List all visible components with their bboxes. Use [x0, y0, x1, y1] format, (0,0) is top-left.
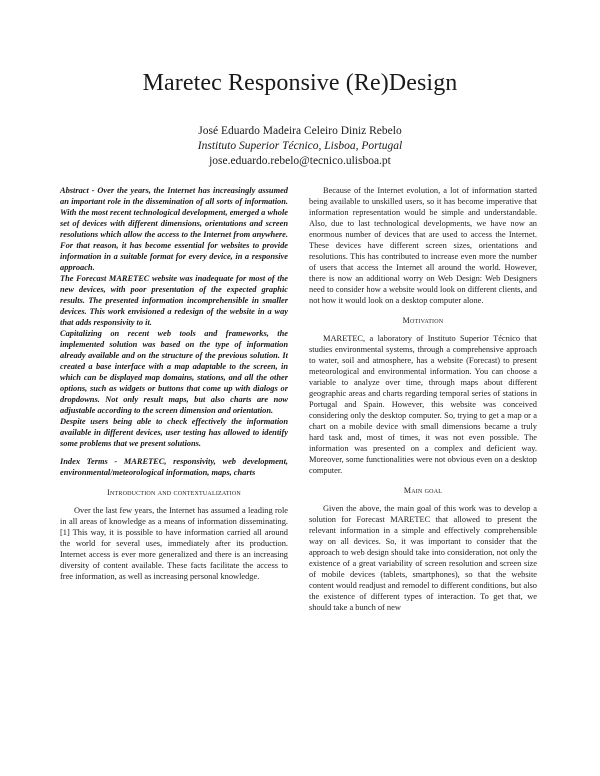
- main-goal-paragraph: Given the above, the main goal of this work was to develop a solution for Forecast MARETEC that allowed to present the relevant information in a simple and effectively comprehensible way on all devices. So, it was important to consider that the approach to web design should take into consideration, not only the existence of a great variability of screen resolution and screen size of mobile devices (tablets, smartphones), so that the website content would readjust and remodel to different conditions, but also the existence of different types of interaction. To get that, we should take a bunch of new: [309, 504, 537, 612]
- abstract-paragraph: The Forecast MARETEC website was inadequate for most of the new devices, with poor presentation of the expected graphic results. The presented information incomprehensible in smaller devices. This work envisioned a redesign of the website in a way that adds responsivity to it.: [60, 274, 288, 327]
- abstract-paragraph: Capitalizing on recent web tools and frameworks, the implemented solution was based on the type of information already available and on the structure of the previous solution. It created a base interface with a map adaptable to the screen, in which can be displayed map domains, stations, and all the other options, such as widgets or buttons that come up with dialogs or dropdowns. Not only result maps, but also charts are now adjustable according to the screen dimension and orientation.: [60, 329, 288, 415]
- abstract-paragraph: Abstract - Over the years, the Internet has increasingly assumed an important role in the dissemination of all sorts of information. With the most recent technological development, emerged a whole set of devices with different dimensions, orientations and screen resolutions which allow the access to the Internet from anywhere. For that reason, it has become essential for websites to provide information in a suitable format for every device, in a responsive approach.: [60, 186, 288, 272]
- author-affiliation: Instituto Superior Técnico, Lisboa, Portugal: [197, 140, 403, 152]
- right-column: [309, 185, 537, 613]
- left-column: [60, 185, 288, 582]
- section-heading-motivation: Motivation: [402, 316, 444, 325]
- author-email: jose.eduardo.rebelo@tecnico.ulisboa.pt: [209, 155, 391, 167]
- motivation-paragraph: MARETEC, a laboratory of Instituto Superior Técnico that studies environmental systems, through a comprehensive approach to water, soil and atmosphere, has a website (Forecast) to present meteorological and environmental information. You can choose a variable to analyze over time, through maps about different geographic areas and charts regarding temporal series of stations in Portugal and Spain. However, this website was conceived considering only the desktop computer. So, trying to get a map or a chart on a mobile device with small dimensions became a truly hard task and, most of times, it was not even possible. The information was presented on a complex and deficient way. Moreover, some functionalities were not obvious even on a desktop computer.: [309, 334, 537, 475]
- section-heading-intro: Introduction and contextualization: [107, 488, 241, 497]
- author-name: José Eduardo Madeira Celeiro Diniz Rebelo: [198, 125, 402, 137]
- paper-title: Maretec Responsive (Re)Design: [142, 70, 458, 96]
- index-terms: Index Terms - MARETEC, responsivity, web development, environmental/meteorological information, maps, charts: [60, 457, 288, 477]
- intro-continued-paragraph: Because of the Internet evolution, a lot of information started being available to unskilled users, so it has become imperative that information representation would be simple and understandable. Also, due to last technological developments, we have now an enormous number of devices that are used to access the Internet. These devices have different screen sizes, orientations and resolutions. This has contributed to increase even more the number of users that access the Internet all around the world. However, there is now an additional worry on Web Design: Web Designers need to consider how a website would look on different clients, and not how it would look on a desktop computer alone.: [309, 186, 537, 305]
- abstract-paragraph: Despite users being able to check effectively the information available in different devices, user testing has allowed to identify some problems that we present solutions.: [60, 417, 288, 448]
- section-heading-main-goal: Main goal: [403, 486, 443, 495]
- intro-paragraph: Over the last few years, the Internet has assumed a leading role in all areas of knowledge as a means of information disseminating. [1] This way, it is possible to have information carried all around the world for several uses, immediately after its production. Internet access is ever more generalized and there is an increasing diversity of content available. These facts facilitate the access to free information, as well as increasing personal knowledge.: [60, 506, 288, 581]
- author-block: [0, 124, 600, 169]
